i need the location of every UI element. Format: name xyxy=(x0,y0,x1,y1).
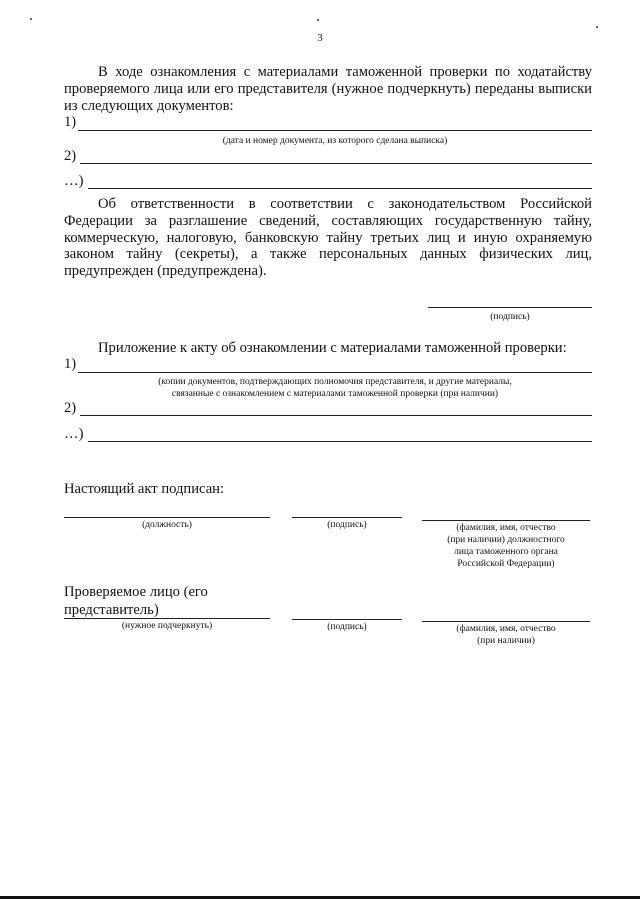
inspected-role-caption: (нужное подчеркнуть) xyxy=(121,621,213,631)
official-name-caption-line-1: (фамилия, имя, отчество xyxy=(456,523,556,533)
scan-speck xyxy=(30,18,32,20)
intro-text: В ходе ознакомления с материалами таможенной проверки по ходатайству проверяемого лица или его представителя (нужное подчеркнуть) переданы выписки из следующих документов: xyxy=(64,64,592,114)
official-signature-caption: (подпись) xyxy=(327,520,367,530)
liability-signature-caption: (подпись) xyxy=(490,312,530,322)
attachment-item-1-line xyxy=(78,372,592,373)
official-name-caption-line-4: Российской Федерации) xyxy=(457,559,555,569)
inspected-signature-caption: (подпись) xyxy=(327,622,367,632)
inspected-name-caption-line-1: (фамилия, имя, отчество xyxy=(456,624,556,634)
attachment-item-3-number: …) xyxy=(64,426,84,442)
inspected-signature-line xyxy=(292,619,402,620)
extract-item-3-line xyxy=(88,188,592,189)
attachment-item-1-number: 1) xyxy=(64,356,77,372)
inspected-name-line xyxy=(422,621,590,622)
extract-item-2-line xyxy=(80,163,592,164)
official-signature-line xyxy=(292,517,402,518)
attachment-heading: Приложение к акту об ознакомлении с материалами таможенной проверки: xyxy=(98,340,567,356)
attachment-item-3-line xyxy=(88,441,592,442)
attachment-item-2-number: 2) xyxy=(64,400,77,416)
attachment-item-2-line xyxy=(80,415,592,416)
liability-paragraph xyxy=(64,196,592,280)
extract-item-3-number: …) xyxy=(64,173,84,189)
inspected-role-line xyxy=(64,618,270,619)
extract-item-2-number: 2) xyxy=(64,148,77,164)
attachment-item-1-caption-line-1: (копии документов, подтверждающих полномочия представителя, и другие материалы, xyxy=(158,377,512,387)
inspected-name-caption-line-2: (при наличии) xyxy=(477,636,535,646)
extract-item-1-caption: (дата и номер документа, из которого сделана выписка) xyxy=(222,136,448,146)
official-name-caption-line-2: (при наличии) должностного xyxy=(447,535,565,545)
liability-text: Об ответственности в соответствии с законодательством Российской Федерации за разглашение сведений, составляющих государственную тайну, коммерческую, налоговую, банковскую тайну третьих лиц и иную охраняемую законом тайну (секреты), а также персональных данных физических лиц, предупрежден (предупреждена). xyxy=(64,196,592,280)
position-line xyxy=(64,517,270,518)
inspected-heading-line-2: представитель) xyxy=(64,602,159,618)
signed-heading: Настоящий акт подписан: xyxy=(64,481,225,497)
intro-paragraph xyxy=(64,64,592,114)
scan-speck xyxy=(596,26,598,28)
attachment-item-1-caption-line-2: связанные с ознакомлением с материалами таможенной проверки (при наличии) xyxy=(171,389,499,399)
extract-item-1-number: 1) xyxy=(64,114,77,130)
page-number: 3 xyxy=(317,32,323,44)
scan-speck xyxy=(317,19,319,21)
position-caption: (должность) xyxy=(142,520,192,530)
inspected-heading-line-1: Проверяемое лицо (его xyxy=(64,584,208,600)
extract-item-1-line xyxy=(78,130,592,131)
liability-signature-line xyxy=(428,307,592,308)
official-name-caption-line-3: лица таможенного органа xyxy=(454,547,558,557)
official-name-line xyxy=(422,520,590,521)
